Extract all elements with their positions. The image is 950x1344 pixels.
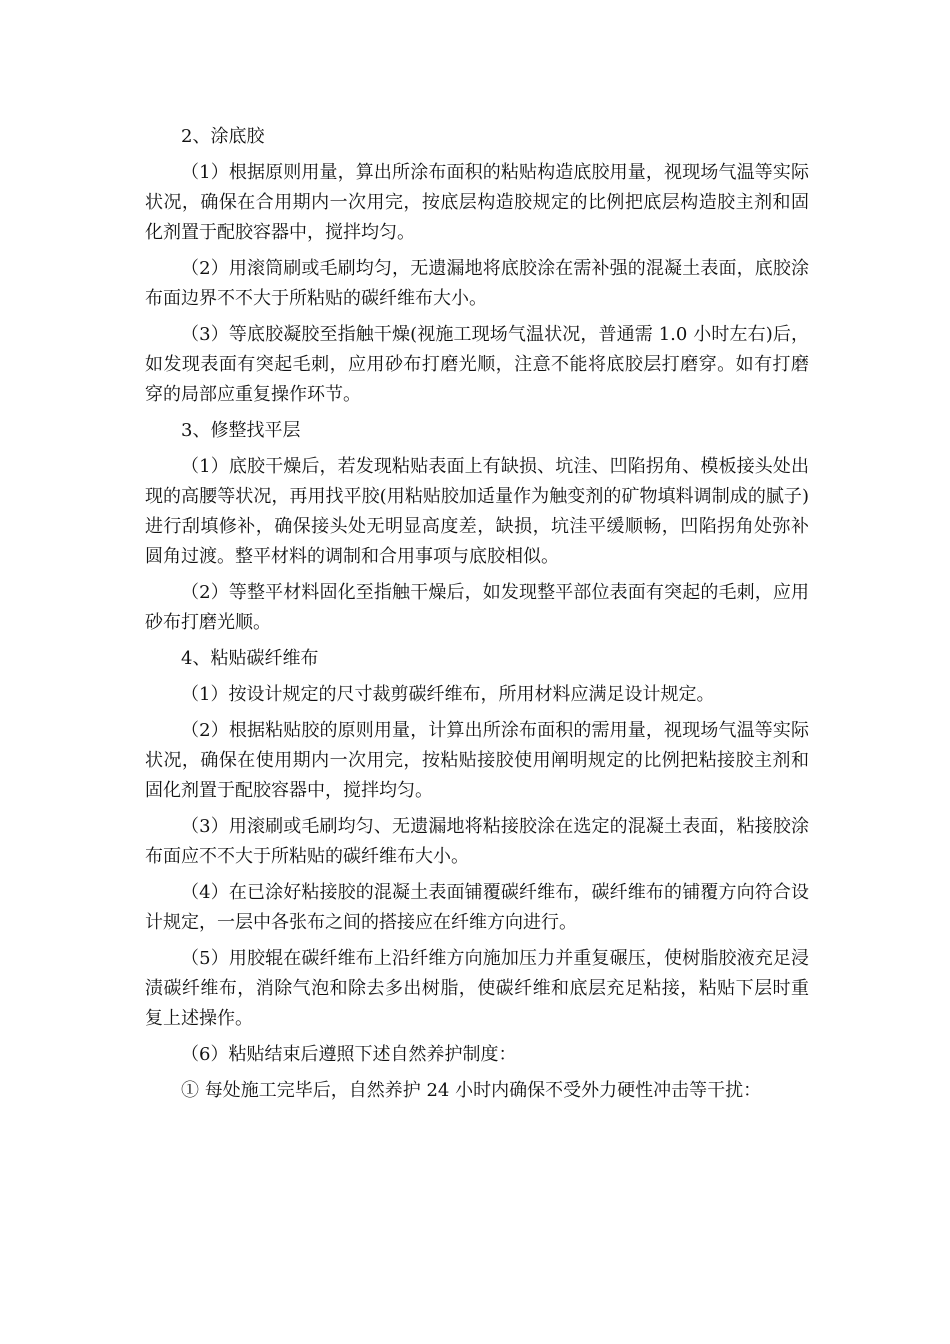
paragraph-leveling-1: （1）底胶干燥后，若发现粘贴表面上有缺损、坑洼、凹陷拐角、模板接头处出现的高腰等状况，再用找平胶(用粘贴胶加适量作为触变剂的矿物填料调制成的腻子)进行刮填修补，确保接头处无明显高度差，缺损，坑洼平缓顺畅，凹陷拐角处弥补圆角过渡。整平材料的调制和合用事项与底胶相似。 (145, 456, 809, 567)
paragraph-carbon-fiber-1: （1）按设计规定的尺寸裁剪碳纤维布，所用材料应满足设计规定。 (181, 684, 715, 705)
paragraph-carbon-fiber-3: （3）用滚刷或毛刷均匀、无遗漏地将粘接胶涂在选定的混凝土表面，粘接胶涂布面应不不大于所粘贴的碳纤维布大小。 (145, 816, 809, 867)
paragraph-carbon-fiber-6: （6）粘贴结束后遵照下述自然养护制度： (181, 1044, 517, 1065)
paragraph-primer-3: （3）等底胶凝胶至指触干燥(视施工现场气温状况，普通需 1.0 小时左右)后，如发现表面有突起毛刺，应用砂布打磨光顺，注意不能将底胶层打磨穿。如有打磨穿的局部应重复操作环节。 (145, 324, 809, 405)
paragraph-primer-1: （1）根据原则用量，算出所涂布面积的粘贴构造底胶用量，视现场气温等实际状况，确保在合用期内一次用完，按底层构造胶规定的比例把底层构造胶主剂和固化剂置于配胶容器中，搅拌均匀。 (145, 162, 809, 243)
paragraph-carbon-fiber-4: （4）在已涂好粘接胶的混凝土表面铺覆碳纤维布，碳纤维布的铺覆方向符合设计规定，一层中各张布之间的搭接应在纤维方向进行。 (145, 882, 809, 933)
document-body (145, 122, 809, 1112)
paragraph-carbon-fiber-2: （2）根据粘贴胶的原则用量，计算出所涂布面积的需用量，视现场气温等实际状况，确保在使用期内一次用完，按粘贴接胶使用阐明规定的比例把粘接胶主剂和固化剂置于配胶容器中，搅拌均匀。 (145, 720, 809, 801)
paragraph-carbon-fiber-7: ① 每处施工完毕后，自然养护 24 小时内确保不受外力硬性冲击等干扰： (181, 1080, 762, 1101)
section-heading-primer: 2、涂底胶 (181, 126, 265, 147)
section-heading-leveling: 3、修整找平层 (181, 420, 301, 441)
paragraph-primer-2: （2）用滚筒刷或毛刷均匀，无遗漏地将底胶涂在需补强的混凝土表面，底胶涂布面边界不不大于所粘贴的碳纤维布大小。 (145, 258, 809, 309)
section-heading-carbon-fiber: 4、粘贴碳纤维布 (181, 648, 319, 669)
paragraph-leveling-2: （2）等整平材料固化至指触干燥后，如发现整平部位表面有突起的毛刺，应用砂布打磨光顺。 (145, 582, 809, 633)
paragraph-carbon-fiber-5: （5）用胶辊在碳纤维布上沿纤维方向施加压力并重复碾压，使树脂胶液充足浸渍碳纤维布，消除气泡和除去多出树脂，使碳纤维和底层充足粘接，粘贴下层时重复上述操作。 (145, 948, 809, 1029)
